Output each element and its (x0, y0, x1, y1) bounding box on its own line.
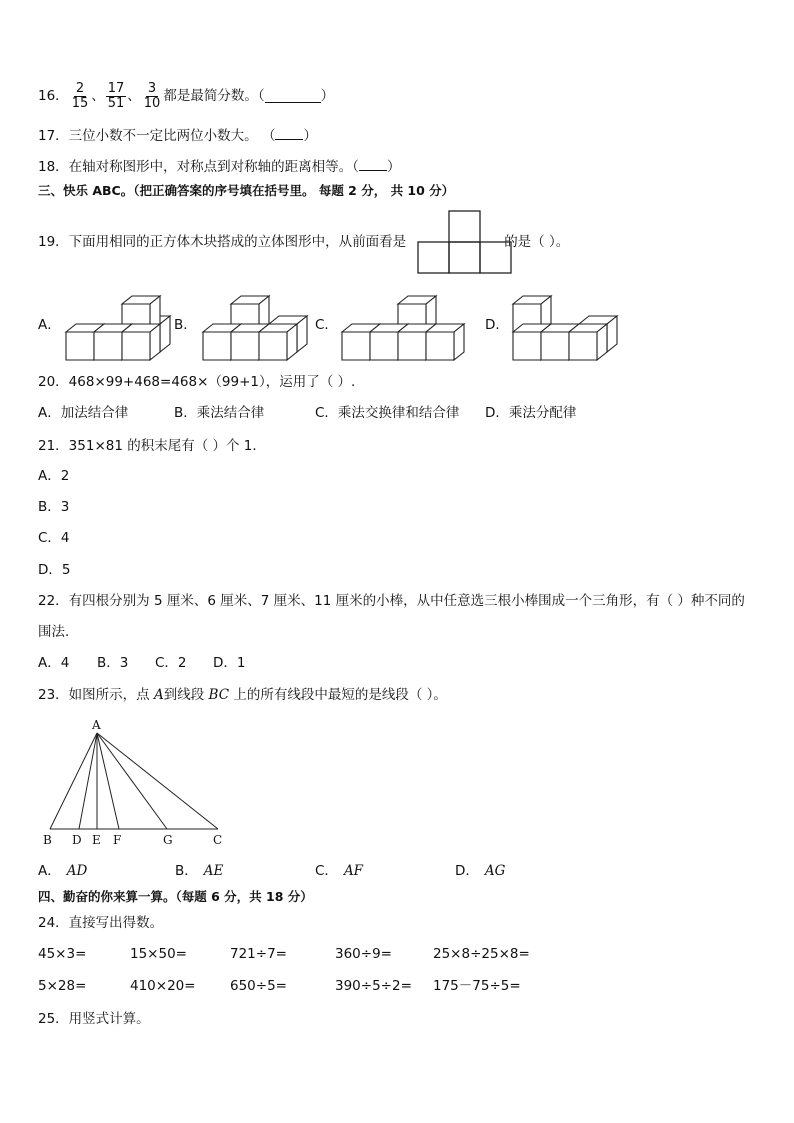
q19-option-d-label[interactable]: D． (485, 317, 509, 333)
q21-option-d[interactable]: D．5 (38, 562, 71, 578)
label-g: G (163, 833, 173, 847)
question-25: 25．用竖式计算。 (38, 1011, 150, 1027)
q16-number: 16． (38, 88, 69, 105)
label-f: F (113, 833, 122, 847)
segment-ab (50, 733, 97, 829)
calc-2-5: 175－75÷5= (433, 978, 521, 994)
q23-option-d[interactable]: D． AG (455, 863, 506, 879)
section-3-title: 三、快乐 ABC。（把正确答案的序号填在括号里。 每题 2 分， 共 10 分） (38, 183, 455, 198)
fraction-17-51: $\frac{17}{51}$ (107, 81, 125, 112)
calc-2-2: 410×20= (130, 978, 196, 994)
question-19: 19．下面用相同的正方体木块搭成的立体图形中，从前面看是 的是（ ）。 (38, 234, 570, 250)
q20-option-a[interactable]: A．加法结合律 (38, 405, 129, 421)
calc-2-1: 5×28= (38, 978, 87, 994)
q23-option-b[interactable]: B． AE (175, 863, 224, 879)
fraction-2-15: $\frac{2}{15}$ (71, 81, 89, 112)
q22-option-d[interactable]: D．1 (213, 655, 246, 671)
q20-option-b[interactable]: B．乘法结合律 (174, 405, 265, 421)
calc-1-3: 721÷7= (230, 946, 287, 962)
fraction-3-10: $\frac{3}{10}$ (143, 81, 161, 112)
calc-2-3: 650÷5= (230, 978, 287, 994)
label-a: A (92, 718, 101, 732)
q23-option-c[interactable]: C． AF (315, 863, 364, 879)
q19-option-b-label[interactable]: B． (174, 317, 197, 333)
question-21: 21．351×81 的积末尾有（ ）个 1． (38, 438, 266, 454)
question-22-line2: 围法． (38, 624, 79, 640)
calc-1-5: 25×8÷25×8= (433, 946, 530, 962)
q19-option-c-label[interactable]: C． (315, 317, 338, 333)
label-c: C (213, 833, 223, 847)
calc-1-4: 360÷9= (335, 946, 392, 962)
q19-option-a-label[interactable]: A． (38, 317, 61, 333)
question-17: 17．三位小数不一定比两位小数大。 （ ） (38, 128, 317, 144)
question-23: 23．如图所示，点 A到线段 BC 上的所有线段中最短的是线段（ ）。 (38, 687, 447, 703)
question-18: 18．在轴对称图形中，对称点到对称轴的距离相等。（ ） (38, 159, 401, 175)
label-b: B (43, 833, 52, 847)
q21-option-a[interactable]: A．2 (38, 468, 70, 484)
calc-1-1: 45×3= (38, 946, 87, 962)
segment-ad (79, 733, 97, 829)
label-e: E (92, 833, 101, 847)
question-16: 16． $\frac{2}{15}$ 、 $\frac{17}{51}$ 、 $\frac{3}{10}$ 都是最简分数。（ ） (38, 81, 335, 112)
q16-text: 都是最简分数。（ (163, 88, 265, 105)
question-24: 24．直接写出得数。 (38, 915, 164, 931)
q20-option-c[interactable]: C．乘法交换律和结合律 (315, 405, 460, 421)
question-22-line1: 22．有四根分别为 5 厘米、6 厘米、7 厘米、11 厘米的小棒，从中任意选三根小棒围成一个三角形，有（ ）种不同的 (38, 593, 745, 609)
q21-option-c[interactable]: C．4 (38, 530, 70, 546)
q20-option-d[interactable]: D．乘法分配律 (485, 405, 577, 421)
label-d: D (72, 833, 82, 847)
q22-option-b[interactable]: B．3 (97, 655, 129, 671)
section-4-title: 四、勤奋的你来算一算。（每题 6 分，共 18 分） (38, 889, 313, 904)
q23-option-a[interactable]: A． AD (38, 863, 88, 879)
segment-ac (97, 733, 218, 829)
q21-option-b[interactable]: B．3 (38, 499, 70, 515)
q22-option-a[interactable]: A．4 (38, 655, 70, 671)
question-20: 20．468×99+468=468×（99+1），运用了（ ）. (38, 374, 356, 390)
q22-option-c[interactable]: C．2 (155, 655, 187, 671)
calc-2-4: 390÷5÷2= (335, 978, 412, 994)
calc-1-2: 15×50= (130, 946, 187, 962)
